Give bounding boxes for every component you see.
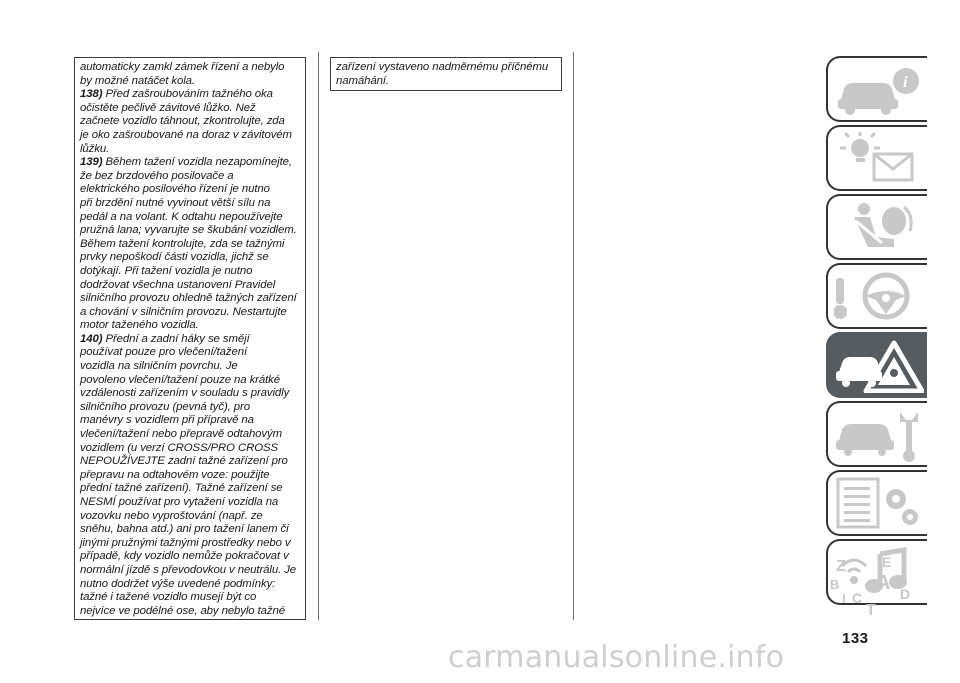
- note-text: Před zašroubováním tažného oka očistěte pečlivě závitové lůžko. Než začnete vozidlo táhnout, zkontrolujte, zda je oko zašroubované na doraz v závitovém lůžku.: [80, 88, 292, 155]
- column-divider: [573, 52, 574, 620]
- index-letter: C: [852, 590, 863, 606]
- index-letter: D: [900, 586, 911, 602]
- alphabetical-index-icon: [826, 553, 927, 619]
- note-text: Přední a zadní háky se smějí používat pouze pro vlečení/tažení vozidla na silničním povrchu. Je povoleno vlečení/tažení pouze na krátké vzdálenosti zařízením v souladu s pravidly silničního provozu (pevná tyč), pro manévry s vozidlem při přípravě na vlečení/tažení nebo přepravě odtahovým vozidlem (u verzí CROSS/PRO CROSS NEPOUŽÍVEJTE zadní tažné zařízení pro přepravu na odtahovém voze: použijte přední tažné zařízení). Tažné zařízení se NESMÍ používat pro vytažení vozidla na vozovku nebo vyproštování (např. ze sněhu, bahna atd.) ani pro tažení lanem či jinými pružnými tažnými prostředky nebo v případě, kdy vozidlo nemůže pokračovat v normální jízdě s převodovkou v neutrálu. Je nutno dodržet výše uvedené podmínky: tažné i tažené vozidlo musejí být co nejvíce ve podélné ose, aby nebylo tažné: [80, 332, 297, 617]
- tab-car-info[interactable]: [826, 56, 927, 122]
- tab-emergency[interactable]: [826, 332, 927, 398]
- warning-box-column-2: [330, 57, 562, 91]
- note-number: 140): [80, 332, 103, 345]
- car-service-wrench-icon: [834, 408, 924, 462]
- note-text: Během tažení vozidla nezapomínejte, že bez brzdového posilovače a elektrického posilového řízení je nutno při brzdění nutné vyvinout větší sílu na pedál a na volant. K odtahu nepoužívejte pružná lana; vyvarujte se škubání vozidlem. Během tažení kontrolujte, zda se tažnými prvky nepoškodí části vozidla, jichž se dotýkají. Při tažení vozidla je nutno dodržovat všechna ustanovení Pravidel silničního provozu ohledně tažných zařízení a chování v silničním provozu. Nestartujte motor taženého vozidla.: [80, 156, 297, 332]
- index-letter: B: [830, 577, 840, 592]
- page-number: 133: [842, 630, 869, 647]
- index-letter: A: [876, 572, 891, 594]
- svg-text:i: i: [903, 74, 908, 91]
- index-letter: T: [866, 602, 876, 619]
- tab-start-driving[interactable]: [826, 263, 927, 329]
- car-breakdown-warning-triangle-icon: [834, 339, 924, 393]
- seat-airbag-safety-icon: [834, 201, 924, 255]
- warning-box-column-1: [74, 57, 306, 620]
- note-140: [80, 333, 301, 618]
- note-139: [80, 156, 301, 333]
- dashboard-lights-message-icon: [834, 132, 924, 186]
- tab-dashboard[interactable]: [826, 125, 927, 191]
- tab-technical-data[interactable]: [826, 470, 927, 536]
- car-info-icon: [834, 63, 924, 117]
- tab-maintenance[interactable]: [826, 401, 927, 467]
- index-letter: I: [842, 591, 846, 606]
- intro-text: automaticky zamkl zámek řízení a nebylo by možné natáčet kola.: [80, 61, 285, 87]
- specifications-list-gears-icon: [834, 477, 924, 531]
- note-number: 139): [80, 156, 103, 169]
- tab-safety[interactable]: [826, 194, 927, 260]
- note-number: 138): [80, 88, 103, 101]
- index-letter: Z: [836, 558, 846, 575]
- column-divider: [318, 52, 319, 620]
- note-138: [80, 88, 301, 156]
- index-letter: E: [882, 554, 892, 570]
- watermark: carmanualsonline.info: [448, 640, 785, 675]
- continued-text: zařízení vystaveno nadměrnému příčnému namáhání.: [336, 61, 549, 87]
- key-steering-wheel-icon: [834, 270, 924, 324]
- tab-index[interactable]: [826, 553, 927, 619]
